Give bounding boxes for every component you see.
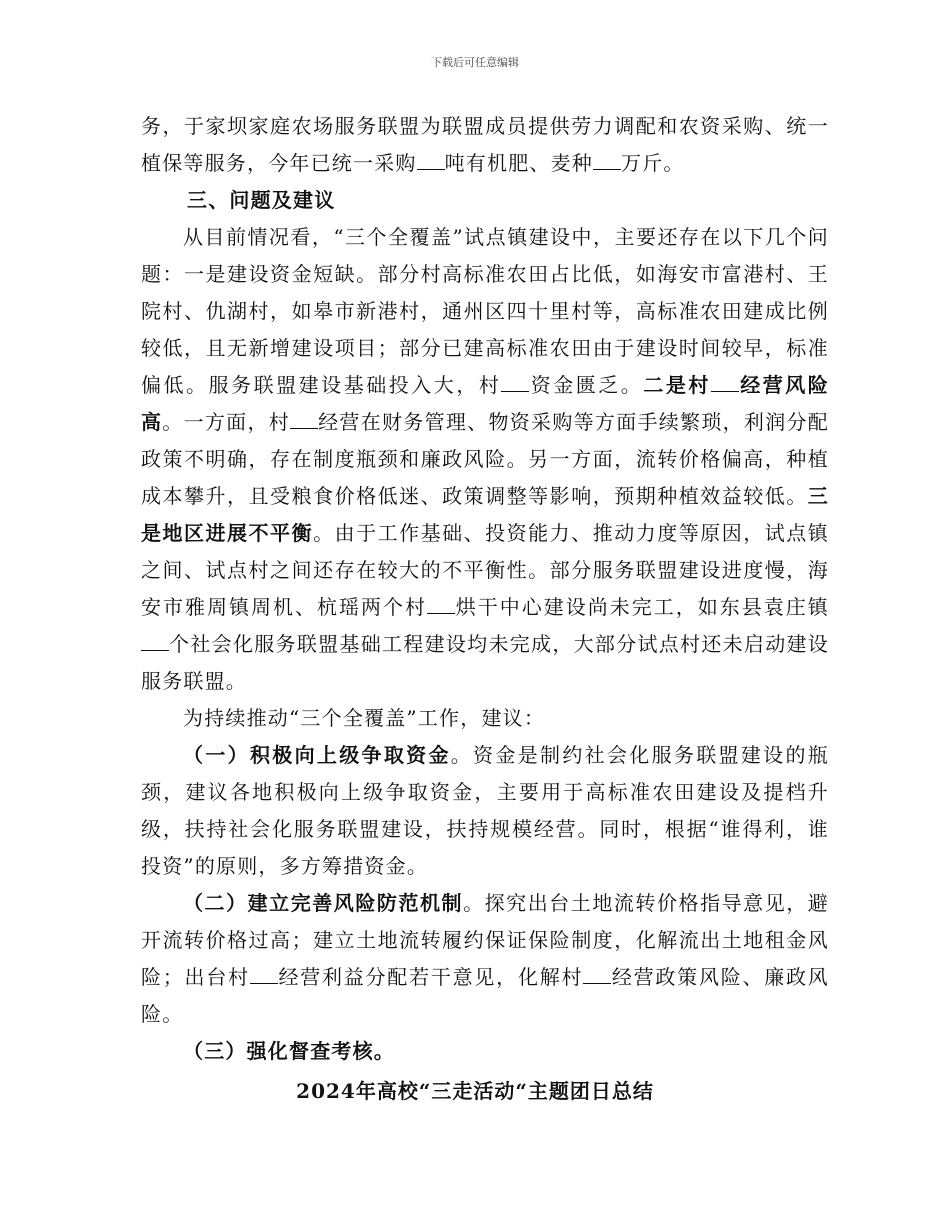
section-heading-problems: 三、问题及建议 [187,188,336,212]
fill-blank [427,597,455,614]
text-segment: 从目前情况看，“三个全覆盖”试点镇建设中，主要还存在以下几个问题：一是建设资金短缺。部分村高标准农田占比低，如海安市富港村、王院村、仇湖村，如皋市新港村，通州区四十里村等，高标准农田建成比例较低，且无新增建设项目；部分已建高标准农田由于建设时间较早，标准偏低。服务联盟建设基础投入大，村 [141,225,829,397]
suggestion-supervision [141,1033,829,1070]
suggestion-title: （三）强化督查考核。 [183,1039,395,1063]
text-segment: 。由于工作基础、投资能力、推动力度等原因，试点镇之间、试点村之间还存在较大的不平衡性。部分服务联盟建设进度慢，海安市雅周镇周机、杭瑶两个村 [141,521,829,619]
suggestion-risk-prevention [141,885,829,1033]
fill-blank [417,153,445,170]
paragraph-services [141,108,829,182]
fill-blank [290,412,318,429]
text-segment: 个社会化服务联盟基础工程建设均未完成，大部分试点村还未启动建设服务联盟。 [141,632,829,693]
text-segment: 经营风险高 [141,373,829,434]
text-segment: 经营在财务管理、物资采购等方面手续繁琐，利润分配政策不明确，存在制度瓶颈和廉政风险。另一方面，流转价格偏高，种植成本攀升，且受粮食价格低迷、政策调整等影响，预期种植效益较低。 [141,410,829,508]
text-segment: 。一方面，村 [162,410,291,434]
page-header-note: 下载后可任意编辑 [431,56,519,69]
text-segment: 经营利益分配若干意见，化解村 [277,965,584,989]
text-segment: 烘干中心建设尚未完工，如东县袁庄镇 [455,595,829,619]
text-segment: 资金匮乏。 [529,373,644,397]
fill-blank [593,153,621,170]
paragraph-problems [141,219,829,700]
bold-point-three: 三是地区进展不平衡 [141,484,829,545]
text-segment: 经营政策风险、廉政风险。 [141,965,830,1026]
suggestion-title: （一）积极向上级争取资金 [183,743,451,767]
text-segment: 。探究出台土地流转价格指导意见，避开流转价格过高；建立土地流转履约保证保险制度，化解流出土地租金风险；出台村 [141,891,829,989]
document-body [141,108,829,1070]
fill-blank [711,375,739,392]
fill-blank [250,967,278,984]
next-document-title: 2024年高校“三走活动“主题团日总结 [296,1079,654,1103]
text-segment: 吨有机肥、麦种 [444,151,594,175]
text-segment: 万斤。 [621,151,685,175]
text-segment: 二是村 [643,373,711,397]
paragraph-suggestions-intro: 为持续推动“三个全覆盖”工作，建议： [183,706,546,730]
fill-blank [141,634,169,651]
fill-blank [501,375,529,392]
suggestion-text: 。资金是制约社会化服务联盟建设的瓶颈，建议各地积极向上级争取资金，主要用于高标准农田建设及提档升级，扶持社会化服务联盟建设，扶持规模经营。同时，根据“谁得利，谁投资”的原则，多方筹措资金。 [141,743,830,878]
fill-blank [583,967,611,984]
text-segment: 务，于家坝家庭农场服务联盟为联盟成员提供劳力调配和农资采购、统一植保等服务，今年已统一采购 [141,114,829,175]
suggestion-funding [141,737,829,885]
suggestion-title: （二）建立完善风险防范机制 [183,891,464,915]
